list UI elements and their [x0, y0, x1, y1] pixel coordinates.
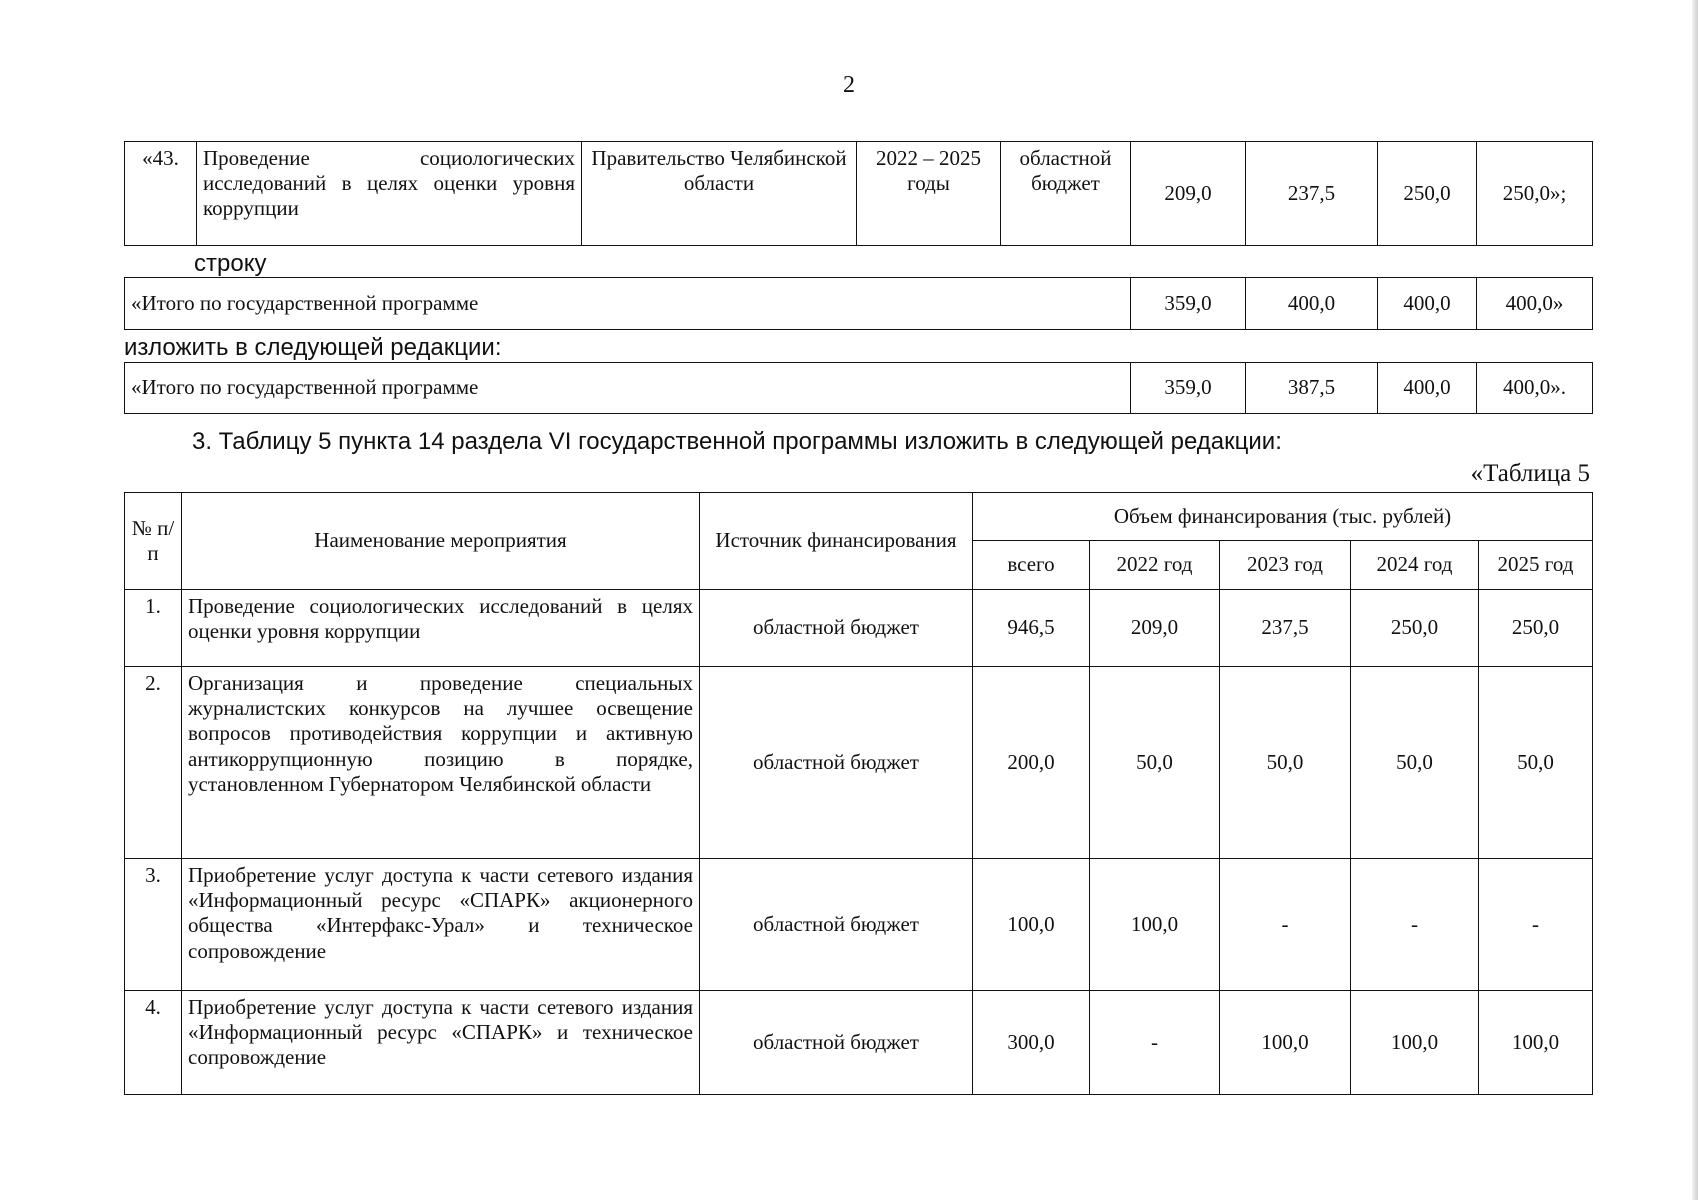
value-cell: 100,0: [1220, 991, 1351, 1095]
value-cell: 237,5: [1220, 590, 1351, 667]
header-source: Источник финансирования: [700, 493, 973, 590]
total-label: «Итого по государственной программе: [125, 278, 1131, 330]
value-cell: 300,0: [973, 991, 1090, 1095]
page-number: 2: [843, 72, 855, 98]
value-cell: 50,0: [1220, 667, 1351, 859]
header-funding: Объем финансирования (тыс. рублей): [973, 493, 1593, 541]
value-cell: 400,0».: [1477, 363, 1593, 414]
value-cell: -: [1479, 859, 1593, 991]
header-total: всего: [973, 541, 1090, 590]
value-cell: 359,0: [1131, 363, 1246, 414]
table-row: [125, 590, 1593, 667]
period: 2022 – 2025 годы: [857, 142, 1001, 246]
table-row: [125, 667, 1593, 859]
value-cell: 209,0: [1090, 590, 1220, 667]
total-label: «Итого по государственной программе: [125, 363, 1131, 414]
value-cell: 250,0: [1479, 590, 1593, 667]
value-cell: 50,0: [1351, 667, 1479, 859]
row-number: 4.: [125, 991, 182, 1095]
value-cell: 209,0: [1131, 142, 1246, 246]
value-cell: 387,5: [1246, 363, 1378, 414]
header-name: Наименование мероприятия: [182, 493, 700, 590]
row-43-table: [124, 141, 1593, 246]
table-row: [125, 363, 1593, 414]
header-year: 2023 год: [1220, 541, 1351, 590]
value-cell: 237,5: [1246, 142, 1378, 246]
scan-edge: [1692, 0, 1698, 1200]
value-cell: 200,0: [973, 667, 1090, 859]
paragraph-3: 3. Таблицу 5 пункта 14 раздела VI государственной программы изложить в следующей редакции:: [192, 428, 1282, 455]
table-caption: «Таблица 5: [1470, 460, 1590, 487]
event-name: Организация и проведение специальных журналистских конкурсов на лучшее освещение вопросов противодействия коррупции и активную антикоррупционную позицию в порядке, установленном Губернатором Челябинской области: [182, 667, 700, 859]
table-row: [125, 142, 1593, 246]
table-row: [125, 278, 1593, 330]
total-new-table: [124, 362, 1593, 414]
label-stroku: строку: [194, 250, 267, 277]
row-number: «43.: [125, 142, 197, 246]
total-old-table: [124, 277, 1593, 330]
value-cell: 250,0»;: [1477, 142, 1593, 246]
row-number: 1.: [125, 590, 182, 667]
event-name: Проведение социологических исследований в целях оценки уровня коррупции: [182, 590, 700, 667]
value-cell: 50,0: [1479, 667, 1593, 859]
table-5: [124, 492, 1593, 1095]
header-num: № п/п: [125, 493, 182, 590]
funding-source: областной бюджет: [700, 667, 973, 859]
table-row: [125, 859, 1593, 991]
funding-source: областной бюджет: [700, 991, 973, 1095]
event-name: Приобретение услуг доступа к части сетевого издания «Информационный ресурс «СПАРК» акционерного общества «Интерфакс-Урал» и техническое сопровождение: [182, 859, 700, 991]
row-number: 2.: [125, 667, 182, 859]
header-year: 2024 год: [1351, 541, 1479, 590]
value-cell: 250,0: [1378, 142, 1477, 246]
event-name: Приобретение услуг доступа к части сетевого издания «Информационный ресурс «СПАРК» и техническое сопровождение: [182, 991, 700, 1095]
table-row: [125, 991, 1593, 1095]
value-cell: 50,0: [1090, 667, 1220, 859]
value-cell: 100,0: [973, 859, 1090, 991]
label-izlozhit: изложить в следующей редакции:: [124, 334, 502, 361]
value-cell: 359,0: [1131, 278, 1246, 330]
value-cell: -: [1220, 859, 1351, 991]
value-cell: -: [1090, 991, 1220, 1095]
header-year: 2022 год: [1090, 541, 1220, 590]
value-cell: 100,0: [1090, 859, 1220, 991]
event-name: Проведение социологических исследований в целях оценки уровня коррупции: [197, 142, 582, 246]
value-cell: 400,0: [1246, 278, 1378, 330]
value-cell: 100,0: [1479, 991, 1593, 1095]
executor: Правительство Челябинской области: [582, 142, 857, 246]
value-cell: 400,0: [1378, 278, 1477, 330]
value-cell: 946,5: [973, 590, 1090, 667]
value-cell: -: [1351, 859, 1479, 991]
header-year: 2025 год: [1479, 541, 1593, 590]
value-cell: 400,0»: [1477, 278, 1593, 330]
funding-source: областной бюджет: [1001, 142, 1131, 246]
funding-source: областной бюджет: [700, 859, 973, 991]
row-number: 3.: [125, 859, 182, 991]
table-header-row: [125, 493, 1593, 541]
value-cell: 100,0: [1351, 991, 1479, 1095]
value-cell: 400,0: [1378, 363, 1477, 414]
value-cell: 250,0: [1351, 590, 1479, 667]
funding-source: областной бюджет: [700, 590, 973, 667]
